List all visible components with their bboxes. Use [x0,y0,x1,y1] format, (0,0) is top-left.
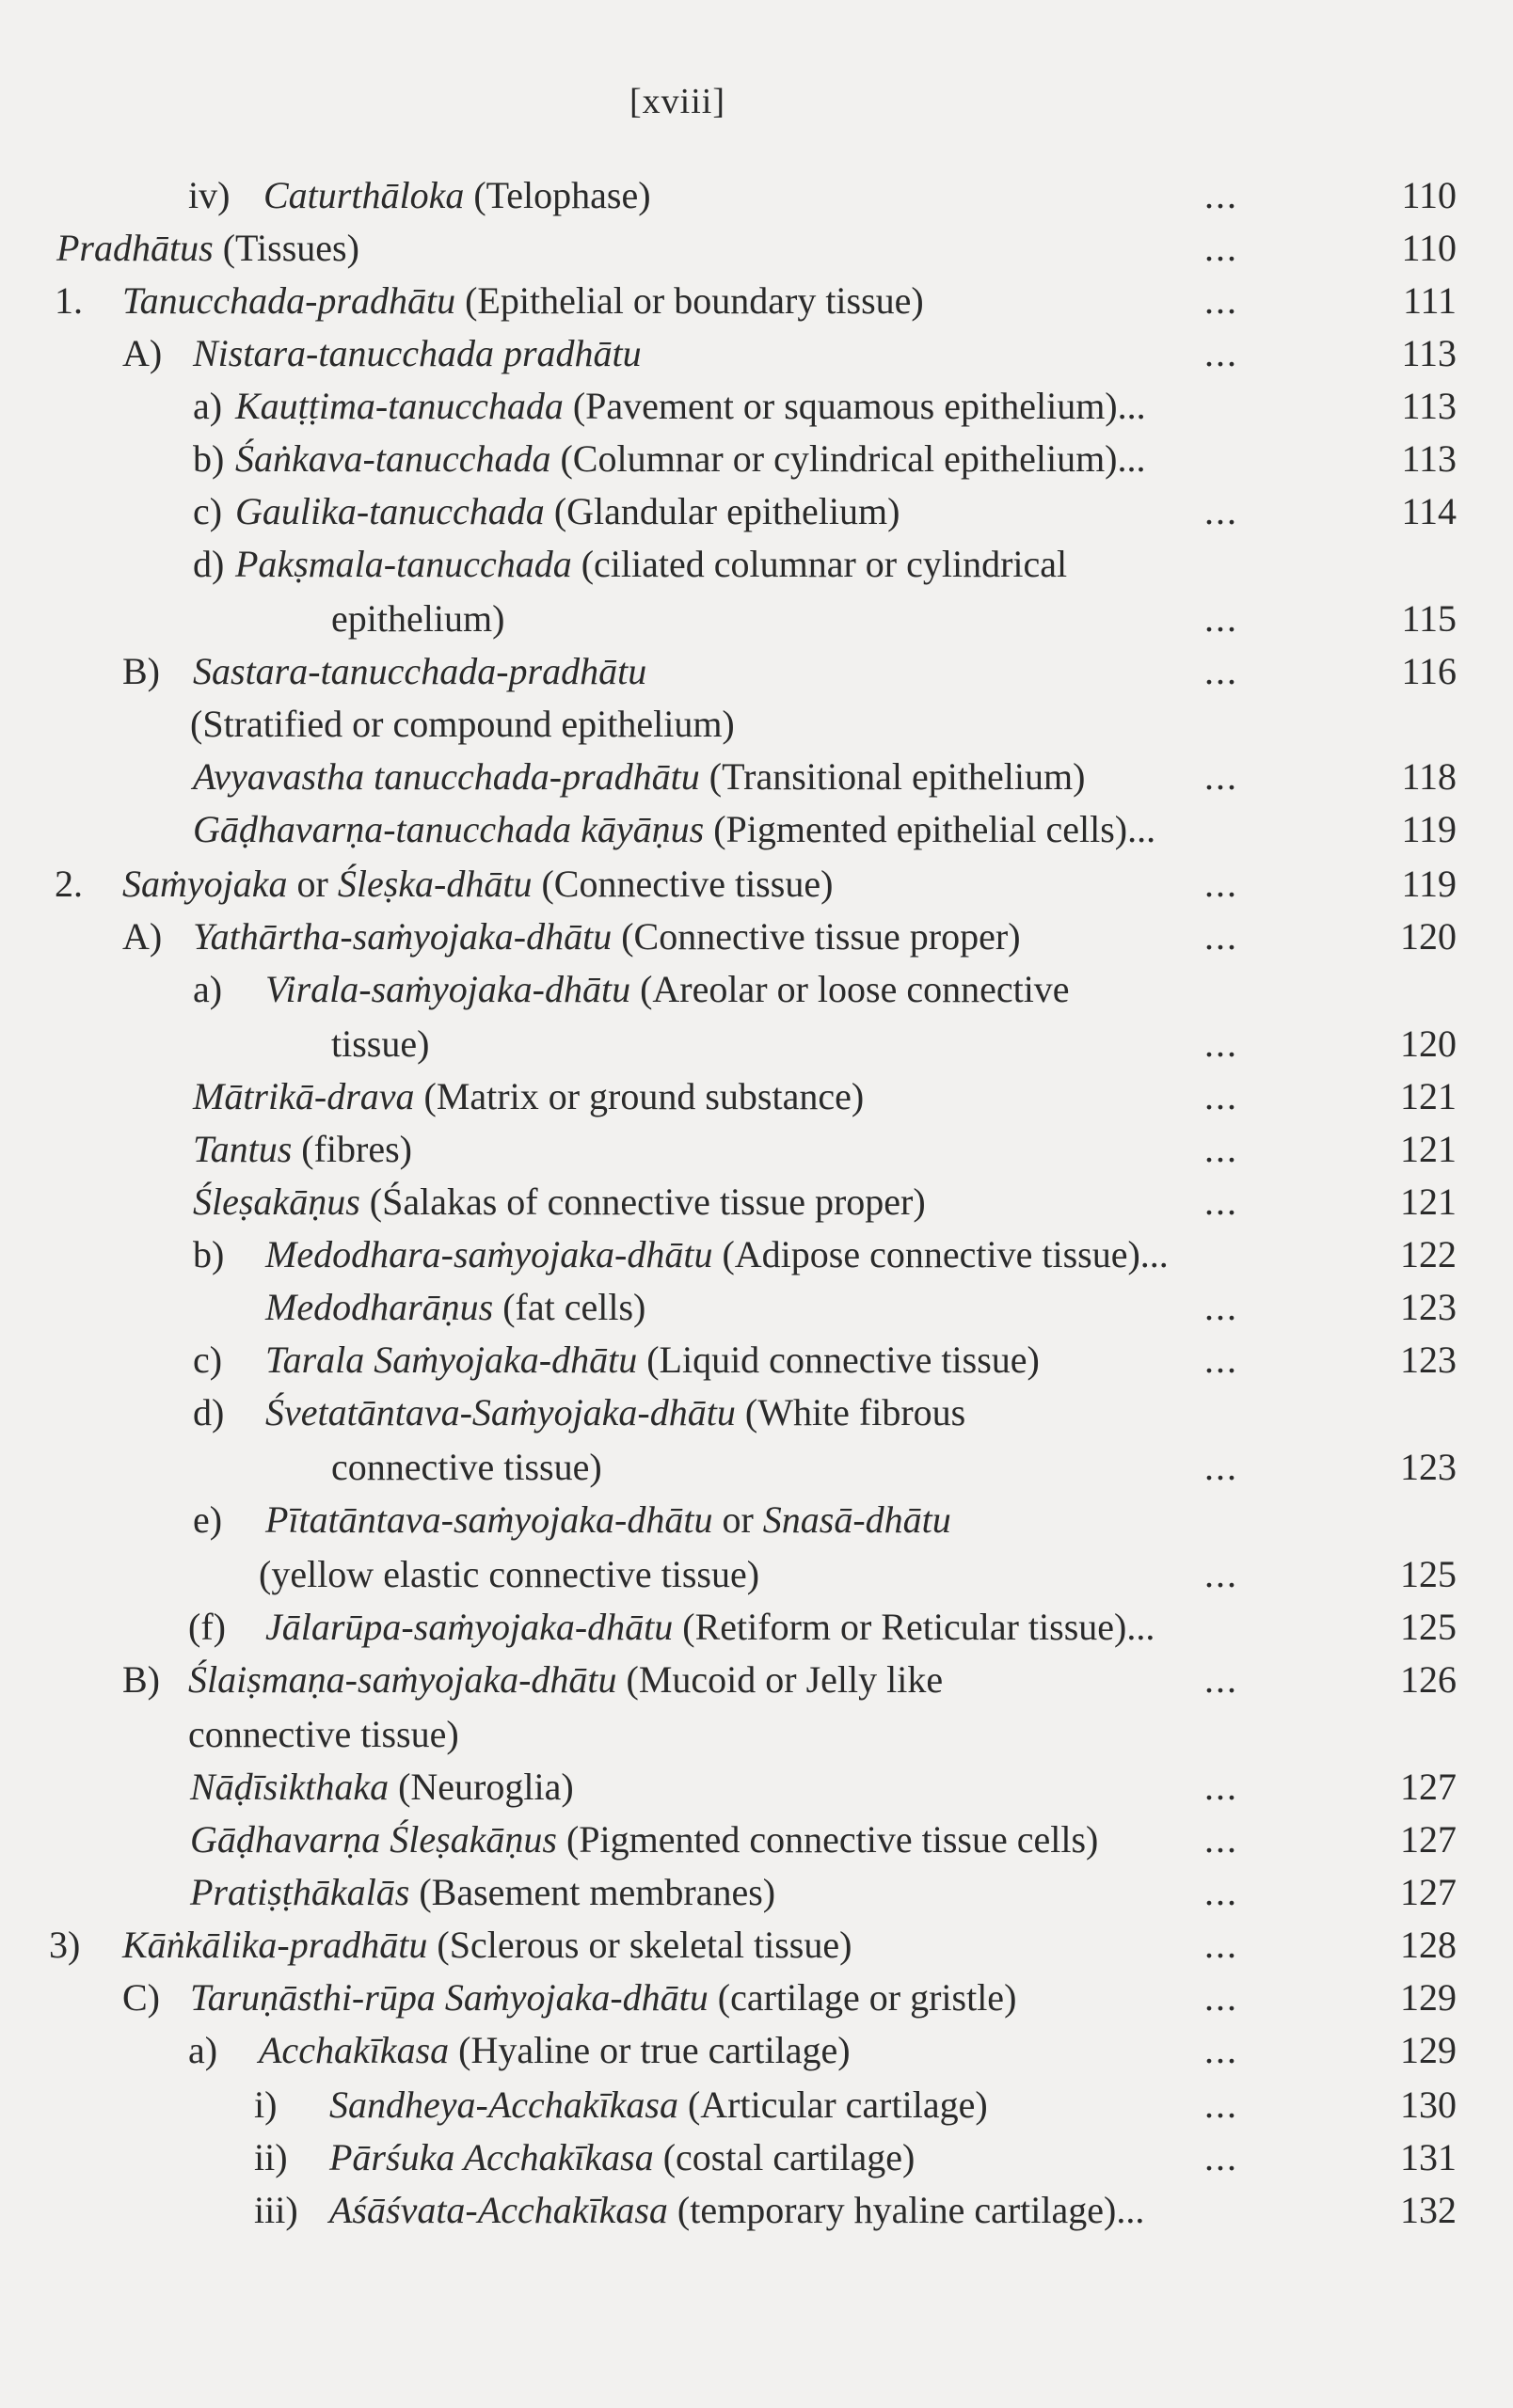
entry-page-number: 127 [1400,1818,1457,1861]
toc-entry [0,1548,1513,1601]
sanskrit-term: Snasā-dhātu [762,1498,951,1541]
toc-entry [0,1601,1513,1654]
leader-dots: ... [1204,1180,1238,1223]
entry-number: c) [193,1339,223,1381]
toc-entry [0,963,1513,1016]
toc-entry [0,1494,1513,1546]
toc-entry [0,327,1513,380]
entry-number: e) [193,1498,223,1541]
entry-text: (Mucoid or Jelly like [616,1658,944,1701]
toc-entry [0,433,1513,485]
leader-dots: ... [1204,332,1238,374]
entry-number: iii) [254,2189,298,2231]
toc-entry [0,222,1513,275]
entry-page-number: 127 [1400,1766,1457,1808]
entry-text: (Areolar or loose connective [630,968,1070,1010]
entry-text: epithelium) [331,597,505,640]
entry-text: (Neuroglia) [389,1766,574,1808]
toc-entry [0,751,1513,803]
toc-entry [0,1070,1513,1123]
entry-title [193,1123,412,1176]
entry-page-number: 110 [1401,174,1457,216]
entry-text: (White fibrous [735,1391,966,1434]
entry-title [265,1601,1155,1654]
entry-page-number: 125 [1400,1553,1457,1595]
entry-number: A) [122,332,163,374]
entry-text: (Hyaline or true cartilage) [449,2029,851,2071]
entry-text: (Epithelial or boundary tissue) [455,279,924,322]
entry-title [263,169,651,222]
sanskrit-term: Virala-saṁyojaka-dhātu [265,968,631,1010]
leader-dots: ... [1204,1553,1238,1595]
toc-entry [0,645,1513,698]
entry-title [122,275,924,327]
sanskrit-term: Sandheya-Acchakīkasa [329,2083,678,2126]
entry-number: (f) [188,1606,226,1648]
toc-entry [0,593,1513,645]
toc-entry [0,911,1513,963]
entry-title [259,2024,851,2077]
entry-title [331,1018,429,1070]
leader-dots: ... [1204,490,1238,532]
sanskrit-term: Śvetatāntava-Saṁyojaka-dhātu [265,1391,736,1434]
entry-title [193,911,1021,963]
toc-entry [0,1123,1513,1176]
leader-dots: ... [1204,227,1238,269]
entry-text: (Pigmented epithelial cells)... [704,808,1156,850]
entry-text: or [287,863,338,905]
entry-text: (Connective tissue) [532,863,834,905]
sanskrit-term: Pradhātus [56,227,214,269]
entry-title [190,1814,1098,1866]
entry-text: (Pigmented connective tissue cells) [556,1818,1099,1861]
toc-entry [0,803,1513,856]
sanskrit-term: Pārśuka Acchakīkasa [329,2136,654,2178]
entry-text: (Stratified or compound epithelium) [190,703,735,745]
entry-number: a) [193,385,223,427]
entry-page-number: 123 [1400,1286,1457,1328]
toc-entry [0,1228,1513,1281]
entry-text: (Glandular epithelium) [544,490,900,532]
entry-page-number: 130 [1400,2083,1457,2126]
leader-dots: ... [1204,1871,1238,1913]
entry-number: c) [193,490,223,532]
entry-page-number: 120 [1400,915,1457,958]
entry-title [193,645,646,698]
leader-dots: ... [1204,1128,1238,1170]
toc-entry [0,1441,1513,1494]
toc-entry [0,1281,1513,1334]
entry-title [259,1548,759,1601]
leader-dots: ... [1204,1924,1238,1966]
entry-number: 1. [55,279,83,322]
toc-entry [0,169,1513,222]
entry-page-number: 118 [1401,755,1457,798]
entry-page-number: 132 [1400,2189,1457,2231]
entry-text: tissue) [331,1022,430,1065]
toc-entry [0,2024,1513,2077]
entry-title [190,698,735,751]
entry-title [56,222,359,275]
sanskrit-term: Yathārtha-saṁyojaka-dhātu [193,915,613,958]
sanskrit-term: Nāḍīsikthaka [190,1766,390,1808]
entry-page-number: 115 [1401,597,1457,640]
toc-entry [0,2184,1513,2237]
sanskrit-term: Saṁyojaka [122,863,288,905]
entry-number: i) [254,2083,278,2126]
leader-dots: ... [1204,1818,1238,1861]
entry-text: (fat cells) [493,1286,646,1328]
sanskrit-term: Śleṣakāṇus [193,1180,360,1223]
sanskrit-term: Acchakīkasa [259,2029,450,2071]
entry-text: (yellow elastic connective tissue) [259,1553,760,1595]
entry-title [265,963,1070,1016]
sanskrit-term: Tantus [193,1128,293,1170]
sanskrit-term: Mātrikā-drava [193,1075,415,1117]
entry-page-number: 113 [1401,332,1457,374]
toc-entry [0,380,1513,433]
entry-page-number: 131 [1400,2136,1457,2178]
entry-title [235,433,1146,485]
entry-number: B) [122,1658,160,1701]
entry-page-number: 126 [1400,1658,1457,1701]
leader-dots: ... [1204,1766,1238,1808]
entry-text: (costal cartilage) [653,2136,916,2178]
entry-number: a) [188,2029,218,2071]
sanskrit-term: Pratiṣṭhākalās [190,1871,410,1913]
entry-title [193,327,642,380]
entry-title [331,1441,602,1494]
entry-text: (Pavement or squamous epithelium)... [563,385,1146,427]
leader-dots: ... [1204,1339,1238,1381]
entry-text: (Liquid connective tissue) [637,1339,1040,1381]
sanskrit-term: Gaulika-tanucchada [235,490,545,532]
entry-page-number: 125 [1400,1606,1457,1648]
entry-title [193,803,1155,856]
leader-dots: ... [1204,863,1238,905]
entry-title [190,1972,1016,2024]
toc-entry [0,858,1513,911]
entry-title [190,1866,775,1919]
entry-title [193,751,1085,803]
leader-dots: ... [1204,650,1238,692]
entry-page-number: 123 [1400,1446,1457,1488]
sanskrit-term: Ślaiṣmaṇa-saṁyojaka-dhātu [188,1658,617,1701]
entry-title [235,538,1067,591]
entry-title [265,1228,1169,1281]
sanskrit-term: Caturthāloka [263,174,465,216]
entry-text: (Columnar or cylindrical epithelium)... [550,437,1146,480]
sanskrit-term: Medodhara-saṁyojaka-dhātu [265,1233,713,1275]
entry-title [193,1070,864,1123]
entry-text: (Transitional epithelium) [699,755,1086,798]
entry-text: (Articular cartilage) [677,2083,988,2126]
sanskrit-term: Nistara-tanucchada pradhātu [193,332,642,374]
leader-dots: ... [1204,174,1238,216]
sanskrit-term: Pītatāntava-saṁyojaka-dhātu [265,1498,713,1541]
sanskrit-term: Kāṅkālika-pradhātu [122,1924,428,1966]
entry-title [331,593,504,645]
entry-title [265,1281,645,1334]
toc-entry [0,698,1513,751]
entry-text: (fibres) [292,1128,412,1170]
toc-entry [0,2079,1513,2131]
toc-entry [0,1386,1513,1439]
toc-entry [0,2131,1513,2184]
toc-entry [0,485,1513,538]
entry-text: (Tissues) [213,227,359,269]
entry-text: (Matrix or ground substance) [414,1075,865,1117]
leader-dots: ... [1204,1075,1238,1117]
sanskrit-term: Kauṭṭima-tanucchada [235,385,564,427]
leader-dots: ... [1204,755,1238,798]
leader-dots: ... [1204,1976,1238,2019]
entry-page-number: 111 [1402,279,1457,322]
entry-title [188,1708,459,1761]
entry-title [265,1494,951,1546]
sanskrit-term: Avyavastha tanucchada-pradhātu [193,755,700,798]
entry-page-number: 120 [1400,1022,1457,1065]
leader-dots: ... [1204,915,1238,958]
entry-number: ii) [254,2136,288,2178]
sanskrit-term: Medodharāṇus [265,1286,494,1328]
sanskrit-term: Gāḍhavarṇa-tanucchada kāyāṇus [193,808,705,850]
entry-number: b) [193,1233,225,1275]
sanskrit-term: Śaṅkava-tanucchada [235,437,551,480]
entry-page-number: 116 [1401,650,1457,692]
entry-number: d) [193,543,225,585]
entry-page-number: 114 [1401,490,1457,532]
toc-entry [0,1866,1513,1919]
sanskrit-term: Gāḍhavarṇa Śleṣakāṇus [190,1818,557,1861]
entry-page-number: 121 [1400,1075,1457,1117]
entry-page-number: 113 [1401,437,1457,480]
entry-text: (Basement membranes) [409,1871,776,1913]
entry-page-number: 127 [1400,1871,1457,1913]
sanskrit-term: Śleṣka-dhātu [337,863,533,905]
sanskrit-term: Pakṣmala-tanucchada [235,543,572,585]
entry-text: connective tissue) [331,1446,602,1488]
toc-entry [0,1176,1513,1228]
entry-page-number: 128 [1400,1924,1457,1966]
entry-title [122,858,833,911]
entry-title [188,1654,943,1706]
entry-title [265,1334,1040,1386]
entry-text: (Śalakas of connective tissue proper) [359,1180,926,1223]
entry-page-number: 122 [1400,1233,1457,1275]
entry-page-number: 119 [1401,808,1457,850]
leader-dots: ... [1204,1658,1238,1701]
entry-title [122,1919,852,1972]
entry-page-number: 123 [1400,1339,1457,1381]
sanskrit-term: Aśāśvata-Acchakīkasa [329,2189,668,2231]
entry-number: 3) [49,1924,81,1966]
entry-number: B) [122,650,160,692]
entry-number: A) [122,915,163,958]
entry-title [329,2079,988,2131]
toc-entry [0,538,1513,591]
toc-entry [0,1018,1513,1070]
entry-text: (Connective tissue proper) [612,915,1021,958]
toc-entry [0,1708,1513,1761]
sanskrit-term: Jālarūpa-saṁyojaka-dhātu [265,1606,674,1648]
entry-text: (Adipose connective tissue)... [712,1233,1169,1275]
entry-title [329,2184,1144,2237]
toc-entry [0,1919,1513,1972]
entry-text: (ciliated columnar or cylindrical [571,543,1068,585]
toc-entry [0,1334,1513,1386]
entry-text: (Telophase) [464,174,651,216]
entry-page-number: 110 [1401,227,1457,269]
entry-title [265,1386,965,1439]
entry-page-number: 129 [1400,1976,1457,2019]
entry-text: connective tissue) [188,1713,459,1755]
toc-entry [0,1654,1513,1706]
leader-dots: ... [1204,2083,1238,2126]
entry-page-number: 119 [1401,863,1457,905]
sanskrit-term: Tarala Saṁyojaka-dhātu [265,1339,638,1381]
entry-number: iv) [188,174,231,216]
entry-title [235,485,900,538]
toc-entry [0,1972,1513,2024]
toc-entry [0,1761,1513,1814]
entry-number: b) [193,437,225,480]
entry-number: 2. [55,863,83,905]
leader-dots: ... [1204,1446,1238,1488]
sanskrit-term: Sastara-tanucchada-pradhātu [193,650,647,692]
entry-number: C) [122,1976,160,2019]
entry-number: a) [193,968,223,1010]
leader-dots: ... [1204,1286,1238,1328]
toc-entry [0,1814,1513,1866]
entry-title [235,380,1146,433]
entry-page-number: 129 [1400,2029,1457,2071]
sanskrit-term: Taruṇāsthi-rūpa Saṁyojaka-dhātu [190,1976,709,2019]
entry-page-number: 121 [1400,1180,1457,1223]
entry-number: d) [193,1391,225,1434]
entry-title [190,1761,574,1814]
entry-text: (Retiform or Reticular tissue)... [673,1606,1155,1648]
leader-dots: ... [1204,2136,1238,2178]
entry-title [193,1176,926,1228]
leader-dots: ... [1204,1022,1238,1065]
entry-text: (temporary hyaline cartilage)... [667,2189,1145,2231]
entry-page-number: 113 [1401,385,1457,427]
entry-text: or [712,1498,763,1541]
entry-page-number: 121 [1400,1128,1457,1170]
toc-entry [0,275,1513,327]
leader-dots: ... [1204,2029,1238,2071]
entry-title [329,2131,915,2184]
entry-text: (Sclerous or skeletal tissue) [427,1924,852,1966]
leader-dots: ... [1204,597,1238,640]
leader-dots: ... [1204,279,1238,322]
entry-text: (cartilage or gristle) [708,1976,1017,2019]
page-number: [xviii] [629,82,725,121]
sanskrit-term: Tanucchada-pradhātu [122,279,456,322]
